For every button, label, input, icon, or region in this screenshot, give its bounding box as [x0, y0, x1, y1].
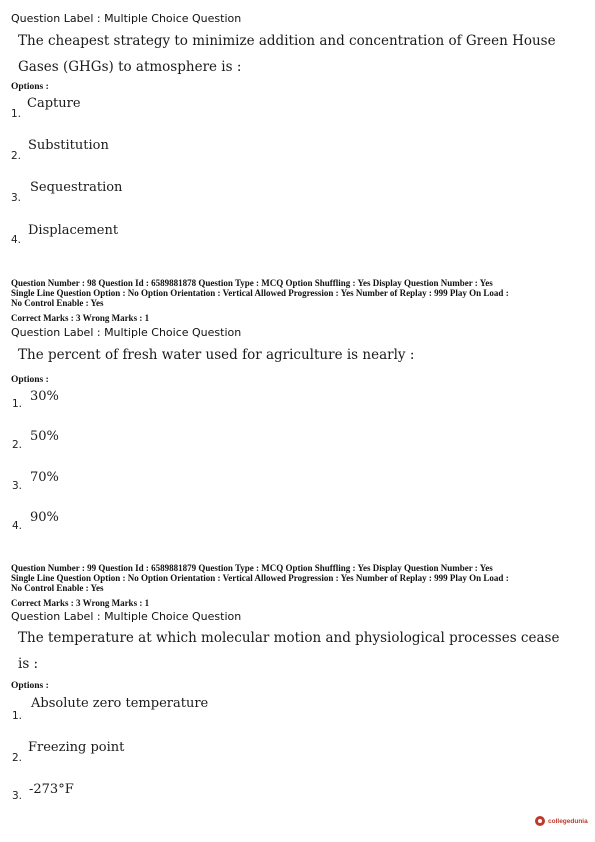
option-number: 3.: [12, 480, 23, 492]
option-number: 4.: [12, 520, 23, 532]
option-text[interactable]: Displacement: [28, 223, 119, 238]
question-meta-line1: Question Number : 98 Question Id : 6589881878 Question Type : MCQ Option Shuffling : Yes Display Question Number : Yes: [11, 278, 493, 288]
option-text[interactable]: Sequestration: [30, 180, 123, 195]
option-number: 2.: [12, 439, 23, 451]
question-text-line1: The percent of fresh water used for agriculture is nearly :: [18, 347, 415, 363]
question-text-line1: The cheapest strategy to minimize addition and concentration of Green House: [18, 33, 556, 49]
options-heading: Options :: [11, 681, 49, 691]
option-number: 2.: [12, 752, 23, 764]
question-text-line2: is :: [18, 656, 39, 672]
option-text[interactable]: 30%: [30, 389, 59, 404]
marks-info: Correct Marks : 3 Wrong Marks : 1: [11, 313, 150, 323]
question-label: Question Label : Multiple Choice Question: [11, 12, 242, 25]
option-text[interactable]: 90%: [30, 510, 59, 525]
collegedunia-logo-icon: [535, 816, 545, 826]
options-heading: Options :: [11, 82, 49, 92]
collegedunia-logo: [535, 816, 588, 826]
option-number: 2.: [11, 150, 22, 162]
option-text[interactable]: Absolute zero temperature: [31, 696, 209, 711]
option-number: 1.: [11, 108, 22, 120]
option-number: 3.: [12, 790, 23, 802]
question-label: Question Label : Multiple Choice Question: [11, 610, 242, 623]
option-text[interactable]: Substitution: [28, 138, 109, 153]
question-meta-line3: No Control Enable : Yes: [11, 583, 104, 593]
options-heading: Options :: [11, 375, 49, 385]
question-text-line2: Gases (GHGs) to atmosphere is :: [18, 59, 242, 75]
option-number: 1.: [12, 710, 23, 722]
question-meta-line3: No Control Enable : Yes: [11, 298, 104, 308]
question-meta-line1: Question Number : 99 Question Id : 6589881879 Question Type : MCQ Option Shuffling : Yes Display Question Number : Yes: [11, 563, 493, 573]
logo-text: collegedunia: [548, 817, 588, 825]
marks-info: Correct Marks : 3 Wrong Marks : 1: [11, 598, 150, 608]
option-number: 3.: [11, 192, 22, 204]
question-text-line1: The temperature at which molecular motion and physiological processes cease: [18, 630, 560, 646]
option-number: 1.: [12, 398, 23, 410]
question-meta-line2: Single Line Question Option : No Option Orientation : Vertical Allowed Progression : Yes Number of Replay : 999 Play On Load :: [11, 288, 509, 298]
option-text[interactable]: 50%: [30, 429, 59, 444]
option-text[interactable]: -273°F: [29, 782, 74, 797]
question-label: Question Label : Multiple Choice Question: [11, 326, 242, 339]
option-text[interactable]: Capture: [27, 96, 81, 111]
question-meta-line2: Single Line Question Option : No Option Orientation : Vertical Allowed Progression : Yes Number of Replay : 999 Play On Load :: [11, 573, 509, 583]
option-text[interactable]: 70%: [30, 470, 59, 485]
option-number: 4.: [11, 234, 22, 246]
option-text[interactable]: Freezing point: [28, 740, 125, 755]
